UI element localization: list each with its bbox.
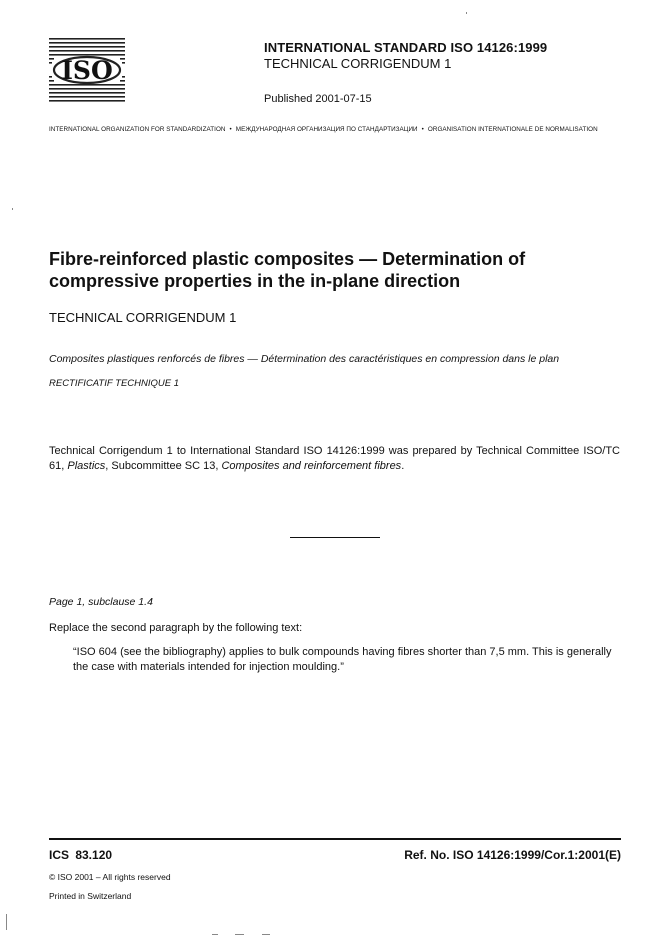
scan-speck bbox=[262, 934, 270, 935]
ics-code: ICS 83.120 bbox=[49, 848, 113, 862]
reference-number: Ref. No. ISO 14126:1999/Cor.1:2001(E) bbox=[404, 848, 621, 862]
scan-speck bbox=[6, 914, 7, 930]
section-divider bbox=[290, 537, 380, 538]
org-russian: МЕЖДУНАРОДНАЯ ОРГАНИЗАЦИЯ ПО СТАНДАРТИЗАЦИИ bbox=[235, 126, 418, 133]
corrigendum-heading: TECHNICAL CORRIGENDUM 1 bbox=[49, 310, 237, 325]
document-title: Fibre-reinforced plastic composites — Determination of compressive properties in the in-plane direction bbox=[49, 249, 526, 291]
subclause-reference: Page 1, subclause 1.4 bbox=[49, 596, 153, 608]
org-english: INTERNATIONAL ORGANIZATION FOR STANDARDIZATION bbox=[49, 126, 226, 133]
committee-name: Plastics bbox=[67, 460, 106, 472]
scan-speck bbox=[466, 12, 467, 14]
preparation-paragraph bbox=[49, 444, 620, 474]
french-title: Composites plastiques renforcés de fibres — Détermination des caractéristiques en compression dans le plan bbox=[49, 353, 560, 365]
org-french: ORGANISATION INTERNATIONALE DE NORMALISATION bbox=[427, 126, 598, 133]
scan-speck bbox=[12, 208, 13, 210]
corrigendum-label: TECHNICAL CORRIGENDUM 1 bbox=[264, 56, 452, 71]
preparation-text: Technical Corrigendum 1 to International Standard ISO 14126:1999 was prepared by Technical Committee ISO/TC 61, bbox=[49, 445, 620, 472]
standard-title: INTERNATIONAL STANDARD ISO 14126:1999 bbox=[264, 40, 548, 55]
org-separator: • bbox=[229, 126, 232, 133]
french-corrigendum: RECTIFICATIF TECHNIQUE 1 bbox=[49, 378, 180, 389]
printed-notice: Printed in Switzerland bbox=[49, 891, 132, 901]
org-separator: • bbox=[421, 126, 424, 133]
subcommittee-name: Composites and reinforcement fibres bbox=[221, 460, 402, 472]
organization-names bbox=[49, 126, 598, 133]
instruction-text: Replace the second paragraph by the following text: bbox=[49, 622, 303, 634]
preparation-text: . bbox=[401, 460, 405, 472]
svg-text:ISO: ISO bbox=[61, 56, 113, 85]
iso-logo bbox=[49, 38, 125, 102]
scan-speck bbox=[235, 934, 244, 935]
preparation-text: , Subcommittee SC 13, bbox=[105, 460, 222, 472]
replacement-quote: “ISO 604 (see the bibliography) applies to bulk compounds having fibres shorter than 7,5 mm. This is generally the case with materials intended for injection moulding.” bbox=[73, 646, 612, 673]
scan-speck bbox=[212, 934, 218, 935]
copyright-notice: © ISO 2001 – All rights reserved bbox=[49, 872, 171, 882]
published-date: Published 2001-07-15 bbox=[264, 93, 372, 105]
footer-rule bbox=[49, 838, 621, 840]
